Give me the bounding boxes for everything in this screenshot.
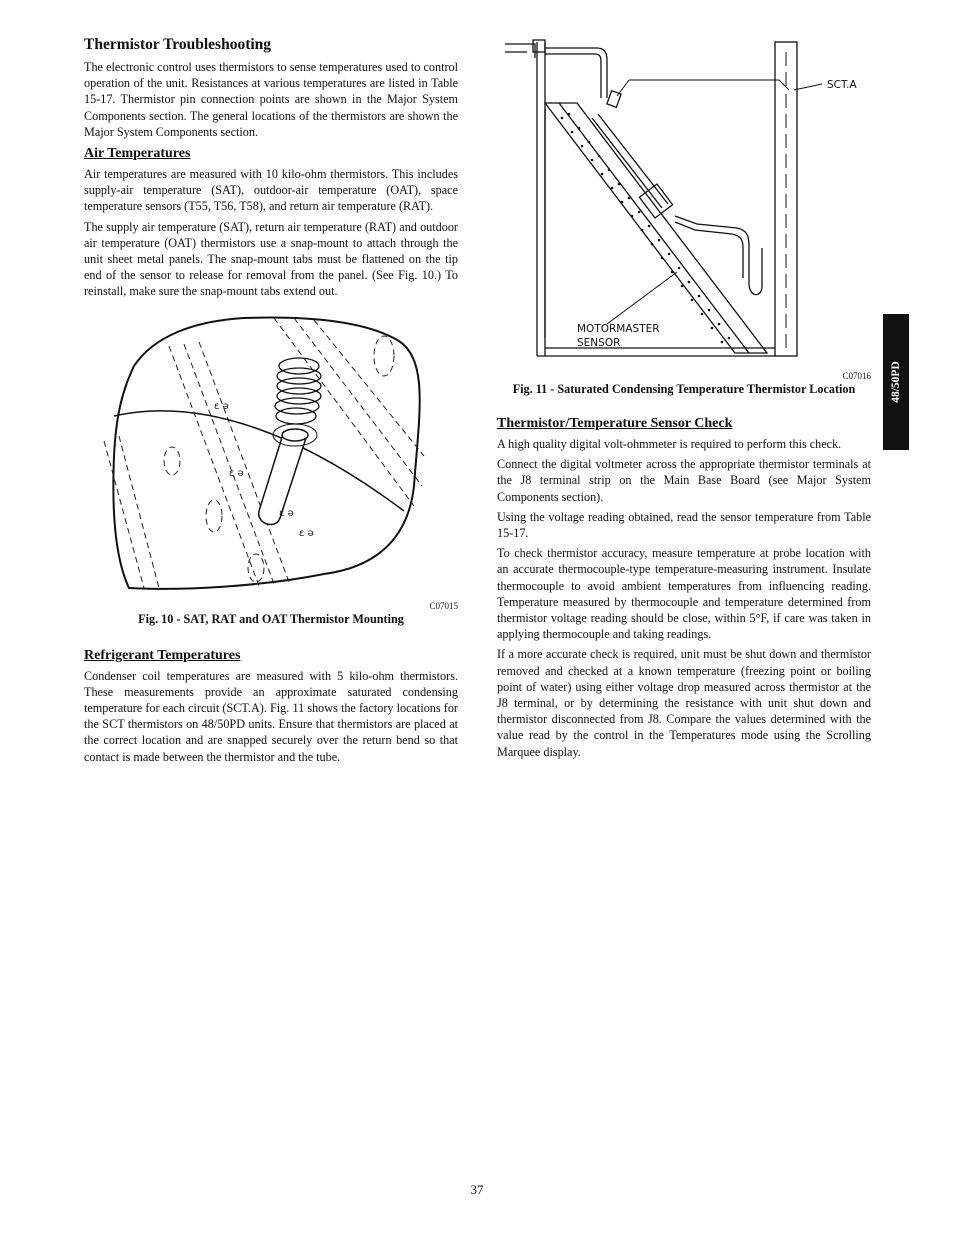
check-paragraph-1: A high quality digital volt-ohmmeter is required to perform this check. xyxy=(497,437,842,451)
section-title: Thermistor Troubleshooting xyxy=(84,36,272,53)
page-number: 37 xyxy=(470,1182,484,1197)
svg-text:ɛ ə: ɛ ə xyxy=(279,507,294,519)
side-tab-label: 48/50PD xyxy=(890,361,902,403)
svg-text:ɛ ə: ɛ ə xyxy=(229,467,244,479)
side-tab xyxy=(883,314,909,450)
air-paragraph-2: The supply air temperature (SAT), return air temperature (RAT) and outdoor air temperature (OAT) thermistors use a snap-mount to attach through the unit sheet metal panels. The snap-mount tabs must be flattened on the tip end of the sensor to release for removal from the panel. (See Fig. 10.) To reinstall, make sure the snap-mount tabs extend out. xyxy=(84,219,458,299)
svg-text:ɛ ə: ɛ ə xyxy=(214,400,229,412)
sensor-check-heading: Thermistor/Temperature Sensor Check xyxy=(497,416,733,431)
figure-11-caption: Fig. 11 - Saturated Condensing Temperature Thermistor Location xyxy=(512,382,856,396)
svg-text:ɛ ə: ɛ ə xyxy=(299,527,314,539)
condensing-thermistor-illustration xyxy=(497,8,871,368)
figure-10-code: C07015 xyxy=(429,600,458,611)
motormaster-label-line2: SENSOR xyxy=(577,337,621,349)
figure-11-code: C07016 xyxy=(842,371,871,381)
figure-10 xyxy=(84,306,458,628)
intro-paragraph: The electronic control uses thermistors to sense temperatures used to control operation of the unit. Resistances at various temperatures are listed in Table 15-17. Thermistor pin connection points are shown in the Major System Components section. The general locations of the thermistors are shown the Major System Components section. xyxy=(84,60,458,139)
check-paragraph-2: Connect the digital voltmeter across the appropriate thermistor terminals at the J8 terminal strip on the Main Base Board (see Major System Components section). xyxy=(497,457,871,504)
check-paragraph-3: Using the voltage reading obtained, read the sensor temperature from Table 15-17. xyxy=(497,509,871,541)
thermistor-mounting-illustration xyxy=(84,306,458,596)
figure-11 xyxy=(497,8,871,398)
sct-a-label: SCT.A xyxy=(827,79,857,91)
right-column xyxy=(497,8,871,764)
refrigerant-temperatures-heading: Refrigerant Temperatures xyxy=(84,647,241,663)
check-paragraph-4: To check thermistor accuracy, measure temperature at probe location with an accurate thermocouple-type temperature-measuring instrument. Insulate thermocouple to avoid ambient temperatures from influencing reading. Temperature measured by thermocouple and temperature determined from thermistor voltage reading should be close, within 5°F, if care was taken in applying thermocouple and taking readings. xyxy=(497,546,871,642)
left-column xyxy=(84,36,458,769)
air-temperatures-heading: Air Temperatures xyxy=(84,146,191,162)
motormaster-label-line1: MOTORMASTER xyxy=(577,323,660,335)
refrigerant-paragraph: Condenser coil temperatures are measured with 5 kilo-ohm thermistors. These measurements provide an approximate saturated condensing temperature for each circuit (SCT.A). Fig. 11 shows the factory locations for the SCT thermistors on 48/50PD units. Ensure that thermistors are placed at the correct location and are snapped securely over the return bend so that contact is made between the thermistor and the tube. xyxy=(84,668,458,764)
check-paragraph-5: If a more accurate check is required, unit must be shut down and thermistor removed and checked at a known temperature (freezing point or boiling point of water) using either voltage drop measured across thermistor at the J8 terminal, or by determining the resistance with unit shut down and thermistor disconnected from J8. Compare the values determined with the value read by the control in the Temperatures mode using the Scrolling Marquee display. xyxy=(497,647,871,759)
air-paragraph-1: Air temperatures are measured with 10 kilo-ohm thermistors. This includes supply-air temperature (SAT), outdoor-air temperature (OAT), space temperature sensors (T55, T56, T58), and return air temperature (RAT). xyxy=(84,167,458,214)
figure-10-caption: Fig. 10 - SAT, RAT and OAT Thermistor Mounting xyxy=(138,611,404,626)
